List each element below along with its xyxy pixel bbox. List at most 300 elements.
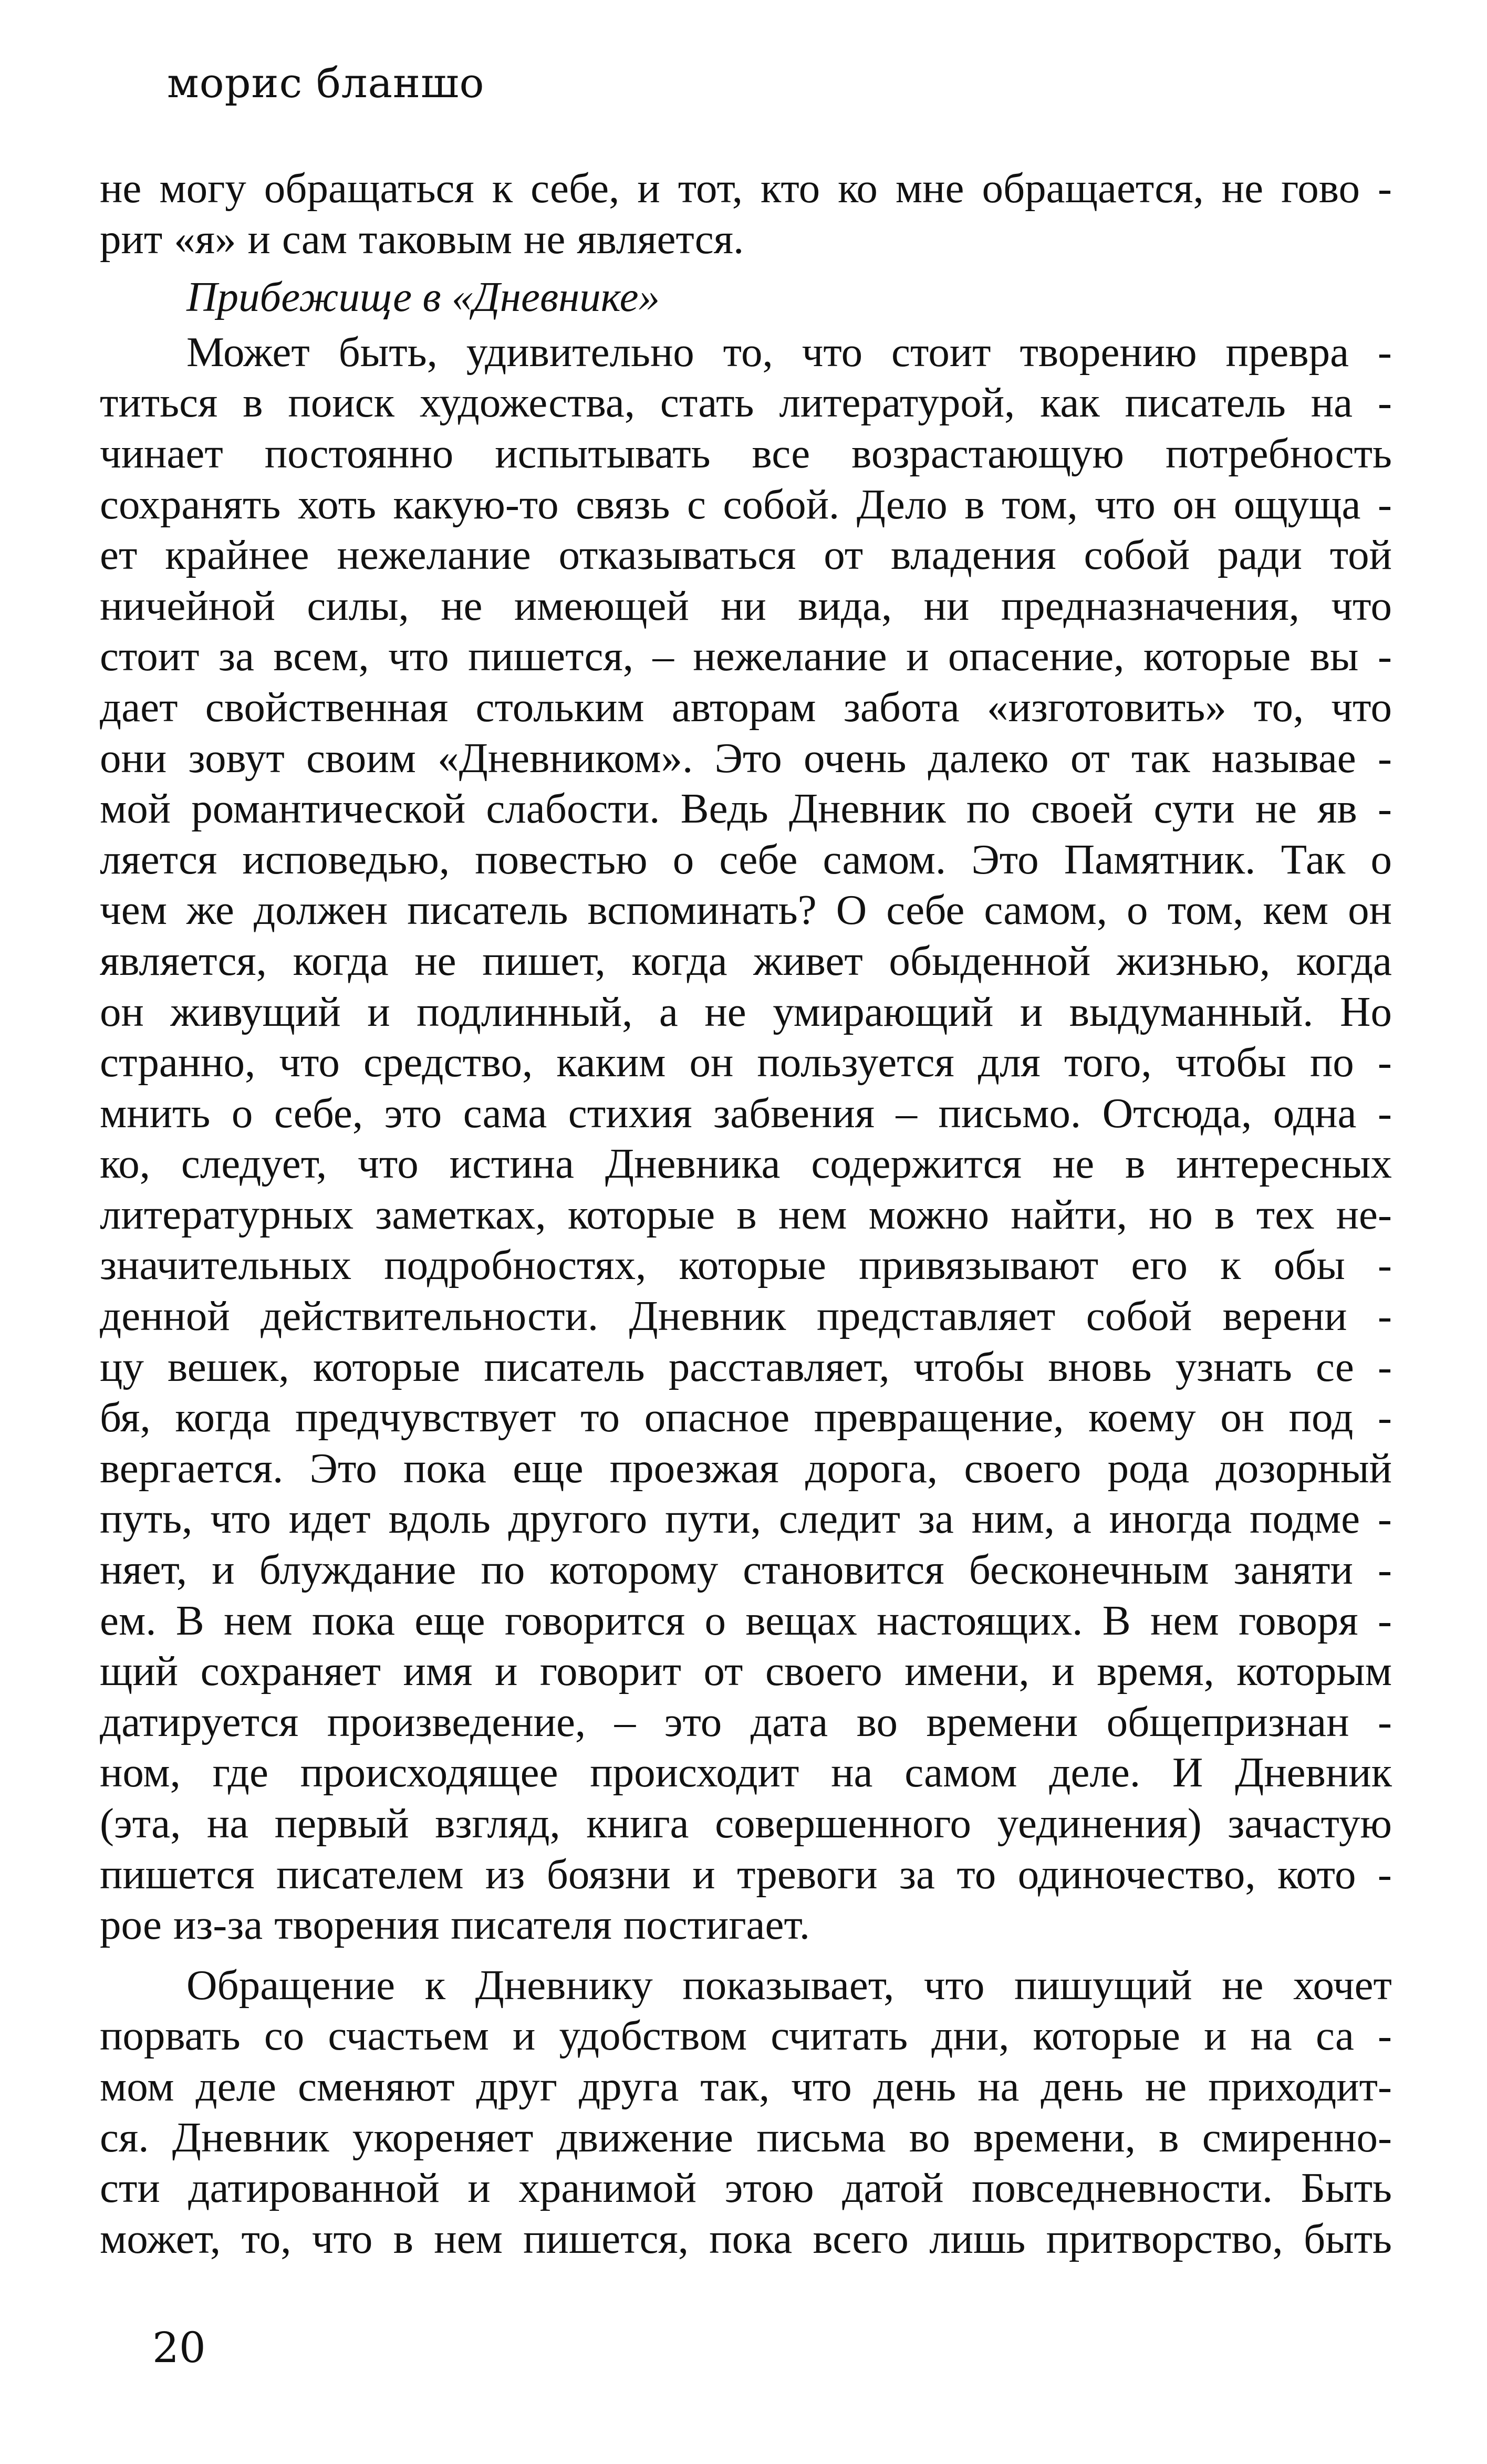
word: В [175,1596,204,1644]
text-line [100,1088,1392,1139]
text-line [100,163,1392,214]
word: не [1255,785,1297,833]
word: крайнее [165,531,309,579]
word: что [1331,581,1392,629]
body-text [100,163,1392,2264]
word: Так [1281,835,1346,883]
word: под [1288,1394,1354,1441]
word: писателя [451,1901,612,1949]
word: со [264,2012,305,2060]
word: следит [778,1495,901,1543]
word: самом, [984,886,1107,934]
word: своего [765,1647,882,1695]
word: сама [463,1089,547,1137]
word: удобством [559,2012,747,2060]
word: другого [508,1495,648,1543]
word: происходящее [300,1749,558,1796]
text-line [100,2010,1392,2061]
word: лишь [929,2215,1026,2262]
word: найти, [1011,1190,1128,1238]
word: истина [449,1140,574,1188]
word: что [388,632,449,680]
word: которые [679,1241,826,1289]
text-line [100,428,1392,479]
running-head: морис бланшо [167,60,485,107]
word: он [1172,480,1217,528]
word: очень [804,734,907,782]
word: всем, [273,632,369,680]
word: пишется, [468,632,633,680]
word: движение [556,2113,733,2161]
word: день [873,2062,956,2110]
text-line [100,885,1392,935]
word: каким [556,1038,666,1086]
word: пока [403,1444,486,1492]
word: письма [756,2113,886,2161]
word: которые [313,1343,461,1390]
text-line [100,1646,1392,1697]
text-line [100,327,1392,378]
word: щий [100,1647,179,1695]
word: владения [891,531,1056,579]
word: по [481,1546,525,1594]
word: забота [843,683,960,731]
word: на [831,1749,873,1796]
text-line [100,1544,1392,1595]
word: времени [926,1698,1078,1745]
word: имени, [904,1647,1030,1695]
word: о [704,1596,726,1644]
word: что [358,1140,419,1188]
word: дни, [931,2012,1010,2060]
word: гово [1281,164,1360,212]
word: дозорный [1215,1444,1392,1492]
word: (эта, [100,1800,181,1847]
word: хочет [1293,1961,1392,2009]
word: титься [100,379,218,427]
word: что [1331,683,1392,731]
word: стать [660,379,754,427]
word: путь, [100,1495,193,1543]
word: подме [1250,1495,1360,1543]
word: удивительно [466,328,694,376]
word: художества, [419,379,635,427]
text-line [100,1595,1392,1646]
word: что [923,1961,985,2009]
word: боязни [546,1850,671,1898]
word: взгляд, [435,1800,560,1847]
word: от [703,1647,743,1695]
word: - [1377,1850,1392,1898]
word: он [1348,886,1392,934]
text-line [100,1189,1392,1240]
word: по [1309,1038,1354,1086]
word: сменяют [298,2062,455,2110]
word: следует, [181,1140,327,1188]
word: дата [750,1698,828,1745]
word: сти [100,2164,160,2212]
word: – [896,1089,917,1137]
word: нежелание [337,531,531,579]
word: не [1052,1140,1095,1188]
word: действительности. [261,1292,599,1340]
word: время, [1097,1647,1214,1695]
word: Обращение [186,1961,396,2009]
word: пока [709,2215,793,2262]
word: бесконечным [969,1546,1209,1594]
word: живущий [170,987,341,1035]
word: мой [100,785,171,833]
word: для [978,1038,1041,1086]
word: живет [753,937,863,984]
page-number: 20 [152,2323,206,2372]
word: стоит [100,632,200,680]
text-line [100,214,1392,265]
word: о [672,835,694,883]
word: расставляет, [668,1343,890,1390]
word: повестью [475,835,648,883]
word: не [414,937,456,984]
word: когда [293,937,389,984]
word: счастьем [328,2012,489,2060]
word: с [687,480,706,528]
word: еще [414,1596,485,1644]
word: это [384,1089,442,1137]
word: что [311,2215,373,2262]
text-line [100,1747,1392,1798]
word: они [100,734,167,782]
word: когда [175,1394,271,1441]
word: сохраняет [200,1647,381,1695]
word: нем [1150,1596,1219,1644]
word: - [1378,480,1392,528]
word: укореняет [352,2113,534,2161]
word: В [1102,1596,1131,1644]
word: и [513,2012,536,2060]
word: - [1377,1038,1392,1086]
word: себе, [531,164,620,212]
word: О [836,886,867,934]
word: может, [100,2215,221,2262]
word: ради [1217,531,1302,579]
word: чинает [100,429,223,477]
text-line [100,1960,1392,2011]
word: тот, [678,164,743,212]
word: - [1378,379,1392,427]
word: которые [1143,632,1291,680]
word: не [1222,1961,1264,2009]
word: авторам [671,683,816,731]
word: какую-то [393,480,559,528]
word: Дневник [172,2113,329,2161]
word: это [664,1698,722,1745]
word: на [1250,2012,1292,2060]
word: и [637,164,660,212]
word: в [1159,2113,1179,2161]
word: приходит- [1208,2062,1392,2110]
word: отказываться [558,531,796,579]
word: называе [1211,734,1356,782]
text-line [100,682,1392,733]
word: и [467,2164,491,2212]
word: Это [309,1444,377,1492]
word: Но [1339,987,1392,1035]
word: же [186,886,234,934]
word: совершенного [715,1800,971,1847]
word: одна [1273,1089,1357,1137]
word: собой [1084,531,1190,579]
text-line [100,834,1392,885]
word: блуждание [259,1546,456,1594]
word: и [1020,987,1043,1035]
word: считать [771,2012,908,2060]
word: деле. [1049,1749,1141,1796]
word: Может [186,328,310,376]
word: датированной [188,2164,440,2212]
word: чем [100,886,167,934]
word: он [1220,1394,1265,1441]
word: зачастую [1228,1800,1392,1847]
text-line [100,1342,1392,1392]
word: ним, [971,1495,1055,1543]
word: так, [700,2062,770,2110]
word: стоит [891,328,991,376]
word: то, [241,2215,292,2262]
word: притворство, [1046,2215,1283,2262]
word: вдоль [388,1495,491,1543]
word: самом [904,1749,1017,1796]
word: себе [719,835,798,883]
word: всего [813,2215,909,2262]
word: и [247,215,271,263]
word: смиренно- [1202,2113,1392,2161]
word: он [100,987,144,1035]
word: денной [100,1292,230,1340]
word: потребность [1165,429,1392,477]
word: то [956,1850,996,1898]
word: дает [100,683,178,731]
word: и [1204,2012,1227,2060]
word: нем [434,2215,503,2262]
word: са [1316,2012,1354,2060]
word: является. [577,215,744,263]
word: пока [312,1596,395,1644]
section-subheading: Прибежище в «Дневнике» [186,273,660,321]
word: то, [1254,683,1304,731]
word: - [1377,328,1392,376]
word: в [243,379,263,427]
word: в [736,1190,757,1238]
word: имеющей [514,581,689,629]
word: выдуманный. [1069,987,1314,1035]
word: – [652,632,674,680]
word: и [212,1546,235,1594]
word: вспоминать? [587,886,817,934]
word: ни [923,581,970,629]
word: исповедью, [242,835,450,883]
text-line [100,580,1392,631]
word: ном, [100,1749,181,1796]
text-line [100,1899,1392,1950]
word: книга [586,1800,689,1847]
word: узнать [1175,1343,1292,1390]
word: говорит [539,1647,681,1695]
word: предназначения, [1001,581,1299,629]
word: обращается, [982,164,1204,212]
word: собой. [723,480,840,528]
word: пишется [100,1850,255,1898]
word: слабости. [486,785,660,833]
word: дорога, [805,1444,938,1492]
word: силы, [307,581,409,629]
word: том, [1002,480,1078,528]
word: друг [476,2062,557,2110]
word: Дневник [629,1292,786,1340]
word: опасное [644,1394,790,1441]
word: том, [1167,886,1244,934]
word: где [212,1749,268,1796]
word: иногда [1109,1495,1232,1543]
text-line [100,1037,1392,1088]
word: то, [723,328,773,376]
word: за [899,1850,935,1898]
word: друга [578,2062,679,2110]
word: - [1378,1343,1392,1390]
word: бя, [100,1394,151,1441]
word: в [1214,1190,1235,1238]
word: о [1127,886,1148,934]
word: Дневник [1235,1749,1392,1796]
text-line [100,2112,1392,2163]
word: нежелание [693,632,887,680]
word: не [1145,2062,1187,2110]
word: рит [100,215,163,263]
word: из [485,1850,525,1898]
word: не [1221,164,1264,212]
word: постоянно [264,429,454,477]
word: письмо. [938,1089,1082,1137]
word: к [1220,1241,1241,1289]
word: своей [1031,785,1134,833]
word: себе [886,886,965,934]
word: еще [513,1444,584,1492]
word: литературой, [779,379,1015,427]
word: в [393,2215,413,2262]
word: не [441,581,483,629]
text-line [100,2061,1392,2112]
word: быть, [338,328,438,376]
word: чтобы [913,1343,1025,1390]
word: литературных [100,1190,354,1238]
word: уединения) [997,1800,1202,1847]
word: цу [100,1343,144,1390]
word: мнить [100,1089,211,1137]
word: чтобы [1175,1038,1286,1086]
word: от [824,531,864,579]
text-line [100,1697,1392,1748]
word: его [1131,1241,1188,1289]
word: не [524,215,566,263]
word: заметках, [375,1190,546,1238]
word: - [1377,734,1392,782]
word: - [1377,1596,1392,1644]
word: когда [1296,937,1392,984]
word: ко [838,164,878,212]
word: ся. [100,2113,149,2161]
word: постигает. [623,1901,810,1949]
word: пути, [665,1495,761,1543]
word: обыденной [889,937,1091,984]
word: времени, [973,2113,1136,2161]
text-line [100,1798,1392,1849]
word: вновь [1048,1343,1152,1390]
word: из-за [173,1901,263,1949]
word: произведение, [327,1698,586,1745]
word: быть [1303,2215,1392,2262]
text-line [100,1849,1392,1900]
text-line [100,529,1392,580]
word: можно [868,1190,990,1238]
word: ни [721,581,766,629]
word: все [752,429,810,477]
text-line [100,1138,1392,1189]
word: себе, [274,1089,363,1137]
word: обращаться [264,164,474,212]
word: мом [100,2062,174,2110]
word: ем. [100,1596,157,1644]
word: Дело [856,480,948,528]
word: няет, [100,1546,188,1594]
word: к [424,1961,446,2009]
word: хоть [297,480,377,528]
word: свойственная [205,683,449,731]
word: Памятник. [1064,835,1256,883]
word: - [1378,1089,1392,1137]
word: не [100,164,142,212]
word: - [1378,2012,1392,2060]
word: которые [1033,2012,1180,2060]
word: о [1370,835,1392,883]
word: о [231,1089,253,1137]
word: заняти [1233,1546,1353,1594]
word: настоящих. [877,1596,1083,1644]
text-line [100,1392,1392,1443]
word: рое [100,1901,162,1949]
word: превращение, [814,1394,1064,1441]
word: зовут [188,734,285,782]
word: значительных [100,1241,352,1289]
word: а [659,987,678,1035]
word: ет [100,531,138,579]
text-line [100,2213,1392,2264]
word: писатель [484,1343,645,1390]
text-line [100,631,1392,682]
word: тревоги [736,1850,878,1898]
word: является, [100,937,267,984]
word: и [1052,1647,1075,1695]
word: творению [1020,328,1197,376]
word: и [692,1850,715,1898]
word: - [1377,1292,1392,1340]
word: испытывать [495,429,711,477]
word: так [1131,734,1190,782]
text-line [100,479,1392,530]
word: говорится [504,1596,685,1644]
word: - [1377,785,1392,833]
text-line [100,1291,1392,1342]
text-line [100,1443,1392,1494]
word: пишет, [482,937,606,984]
